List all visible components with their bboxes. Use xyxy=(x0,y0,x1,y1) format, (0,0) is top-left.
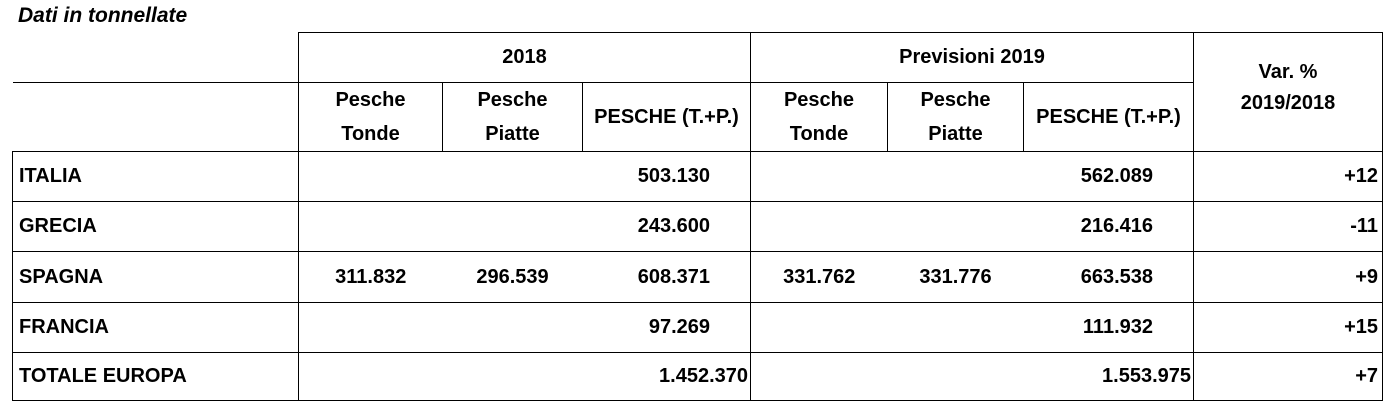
subheader-tonde-2018 xyxy=(299,83,443,152)
subheader-line: Pesche xyxy=(335,89,406,111)
subheader-line: Pesche xyxy=(783,89,855,111)
row-country: FRANCIA xyxy=(13,303,299,353)
row-country: ITALIA xyxy=(13,152,299,202)
cell-piatte-2018 xyxy=(443,152,583,202)
subheader-total-2018: PESCHE (T.+P.) xyxy=(583,83,751,152)
header-var-percent xyxy=(1194,33,1383,152)
subheader-line: Pesche xyxy=(920,89,991,111)
cell-tonde-2018: 311.832 xyxy=(299,252,443,303)
cell-total-2018: 503.130 xyxy=(583,152,751,202)
var-header-line2: 2019/2018 xyxy=(1240,92,1336,114)
subheader-line: Tonde xyxy=(789,123,849,145)
subheader-piatte-2019 xyxy=(888,83,1024,152)
cell-tonde-2019 xyxy=(751,152,888,202)
cell-total-2018: 243.600 xyxy=(583,202,751,252)
cell-tonde-2019 xyxy=(751,303,888,353)
cell-tonde-2019 xyxy=(751,353,888,401)
cell-piatte-2018 xyxy=(443,303,583,353)
cell-var: +7 xyxy=(1194,353,1383,401)
var-header-line1: Var. % xyxy=(1258,61,1318,83)
subheader-line: Piatte xyxy=(928,123,983,145)
header-2018: 2018 xyxy=(299,33,751,83)
cell-tonde-2018 xyxy=(299,152,443,202)
cell-tonde-2019: 331.762 xyxy=(751,252,888,303)
row-country: GRECIA xyxy=(13,202,299,252)
cell-piatte-2019 xyxy=(888,303,1024,353)
cell-piatte-2018 xyxy=(443,202,583,252)
subheader-tonde-2019 xyxy=(751,83,888,152)
peach-production-table xyxy=(12,32,1383,401)
cell-total-2018: 97.269 xyxy=(583,303,751,353)
table-caption: Dati in tonnellate xyxy=(18,4,188,27)
cell-var: +9 xyxy=(1194,252,1383,303)
cell-total-2018: 1.452.370 xyxy=(583,353,751,401)
table-row xyxy=(13,152,1383,202)
subheader-line: Piatte xyxy=(485,123,540,145)
cell-var: +15 xyxy=(1194,303,1383,353)
cell-piatte-2019 xyxy=(888,353,1024,401)
cell-piatte-2019: 331.776 xyxy=(888,252,1024,303)
cell-var: +12 xyxy=(1194,152,1383,202)
cell-tonde-2019 xyxy=(751,202,888,252)
row-country: TOTALE EUROPA xyxy=(13,353,299,401)
cell-piatte-2019 xyxy=(888,202,1024,252)
cell-piatte-2018: 296.539 xyxy=(443,252,583,303)
table-row xyxy=(13,252,1383,303)
cell-total-2018: 608.371 xyxy=(583,252,751,303)
cell-total-2019: 216.416 xyxy=(1024,202,1194,252)
cell-piatte-2019 xyxy=(888,152,1024,202)
table-row-total xyxy=(13,353,1383,401)
cell-total-2019: 1.553.975 xyxy=(1024,353,1194,401)
cell-tonde-2018 xyxy=(299,303,443,353)
corner-cell-2 xyxy=(13,83,299,152)
table-row xyxy=(13,202,1383,252)
cell-tonde-2018 xyxy=(299,353,443,401)
subheader-total-2019: PESCHE (T.+P.) xyxy=(1024,83,1194,152)
cell-total-2019: 562.089 xyxy=(1024,152,1194,202)
row-country: SPAGNA xyxy=(13,252,299,303)
cell-piatte-2018 xyxy=(443,353,583,401)
subheader-line: Pesche xyxy=(477,89,548,111)
subheader-line: Tonde xyxy=(341,123,400,145)
cell-tonde-2018 xyxy=(299,202,443,252)
cell-var: -11 xyxy=(1194,202,1383,252)
cell-total-2019: 663.538 xyxy=(1024,252,1194,303)
header-forecast-2019: Previsioni 2019 xyxy=(751,33,1194,83)
subheader-piatte-2018 xyxy=(443,83,583,152)
corner-cell xyxy=(13,33,299,83)
cell-total-2019: 111.932 xyxy=(1024,303,1194,353)
table-row xyxy=(13,303,1383,353)
